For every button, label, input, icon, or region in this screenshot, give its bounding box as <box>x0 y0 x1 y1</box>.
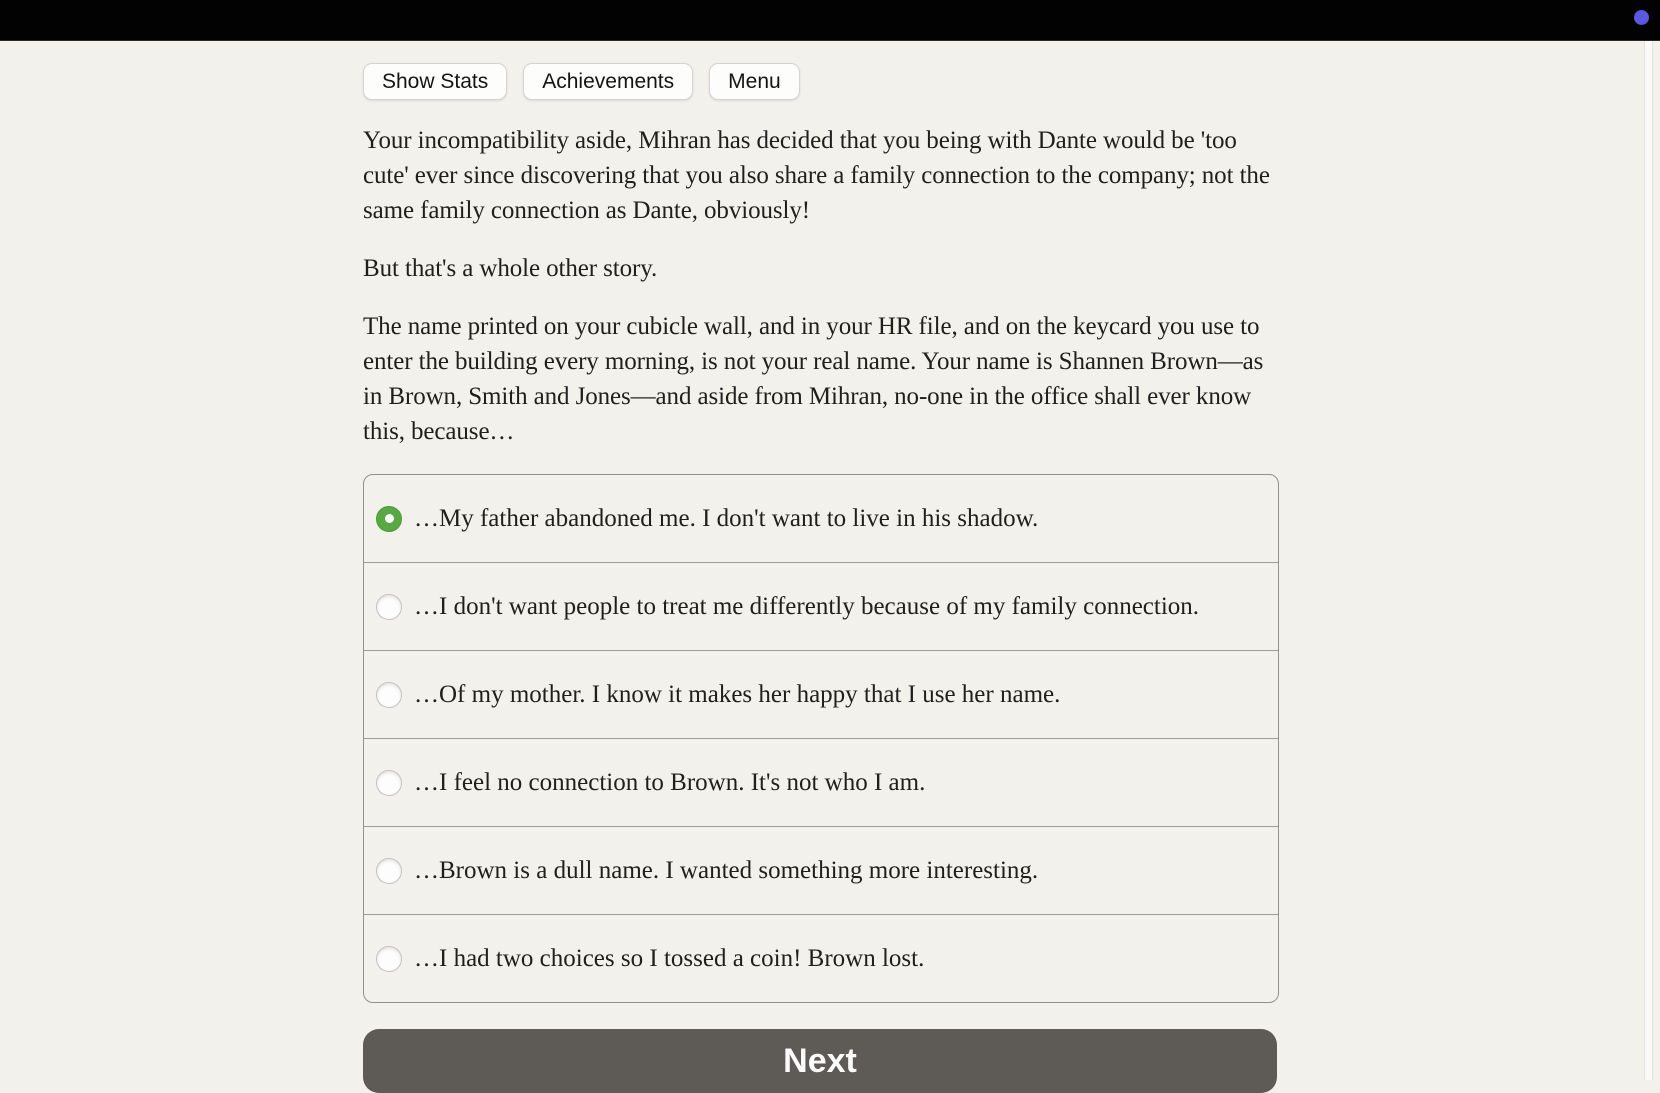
choice-option-label: …Brown is a dull name. I wanted something more interesting. <box>414 856 1039 884</box>
story-text <box>363 123 1279 449</box>
radio-selected-icon[interactable] <box>376 506 402 532</box>
menu-button[interactable]: Menu <box>709 63 800 100</box>
choice-option-5[interactable] <box>364 826 1278 914</box>
choice-list <box>363 474 1279 1003</box>
status-indicator-dot <box>1634 10 1649 25</box>
achievements-button[interactable]: Achievements <box>523 63 693 100</box>
choice-option-label: …I had two choices so I tossed a coin! Brown lost. <box>414 944 925 972</box>
choice-option-1[interactable] <box>364 475 1278 562</box>
radio-unselected-icon[interactable] <box>376 946 402 972</box>
choice-option-2[interactable] <box>364 562 1278 650</box>
game-content <box>363 63 1279 1093</box>
game-toolbar <box>363 63 1279 100</box>
radio-unselected-icon[interactable] <box>376 770 402 796</box>
show-stats-button[interactable]: Show Stats <box>363 63 507 100</box>
choice-option-label: …Of my mother. I know it makes her happy that I use her name. <box>414 680 1061 708</box>
choice-option-6[interactable] <box>364 914 1278 1002</box>
radio-unselected-icon[interactable] <box>376 858 402 884</box>
radio-unselected-icon[interactable] <box>376 682 402 708</box>
story-paragraph: But that's a whole other story. <box>363 255 658 282</box>
choice-option-label: …I feel no connection to Brown. It's not who I am. <box>414 768 926 796</box>
choice-option-label: …I don't want people to treat me differently because of my family connection. <box>414 592 1200 620</box>
titlebar <box>0 0 1660 41</box>
story-paragraph: The name printed on your cubicle wall, and in your HR file, and on the keycard you use to enter the building every morning, is not your real name. Your name is Shannen Brown—as in Brown, Smith and Jones—and aside from Mihran, no-one in the office shall ever know this, because… <box>363 313 1264 445</box>
radio-unselected-icon[interactable] <box>376 594 402 620</box>
next-button[interactable]: Next <box>363 1029 1277 1093</box>
story-paragraph: Your incompatibility aside, Mihran has decided that you being with Dante would be 'too cute' ever since discovering that you also share a family connection to the company; not the same family connection as Dante, obviously! <box>363 127 1270 224</box>
scrollbar-track[interactable] <box>1644 41 1653 1080</box>
choice-option-label: …My father abandoned me. I don't want to live in his shadow. <box>414 504 1039 532</box>
choice-option-4[interactable] <box>364 738 1278 826</box>
choice-option-3[interactable] <box>364 650 1278 738</box>
